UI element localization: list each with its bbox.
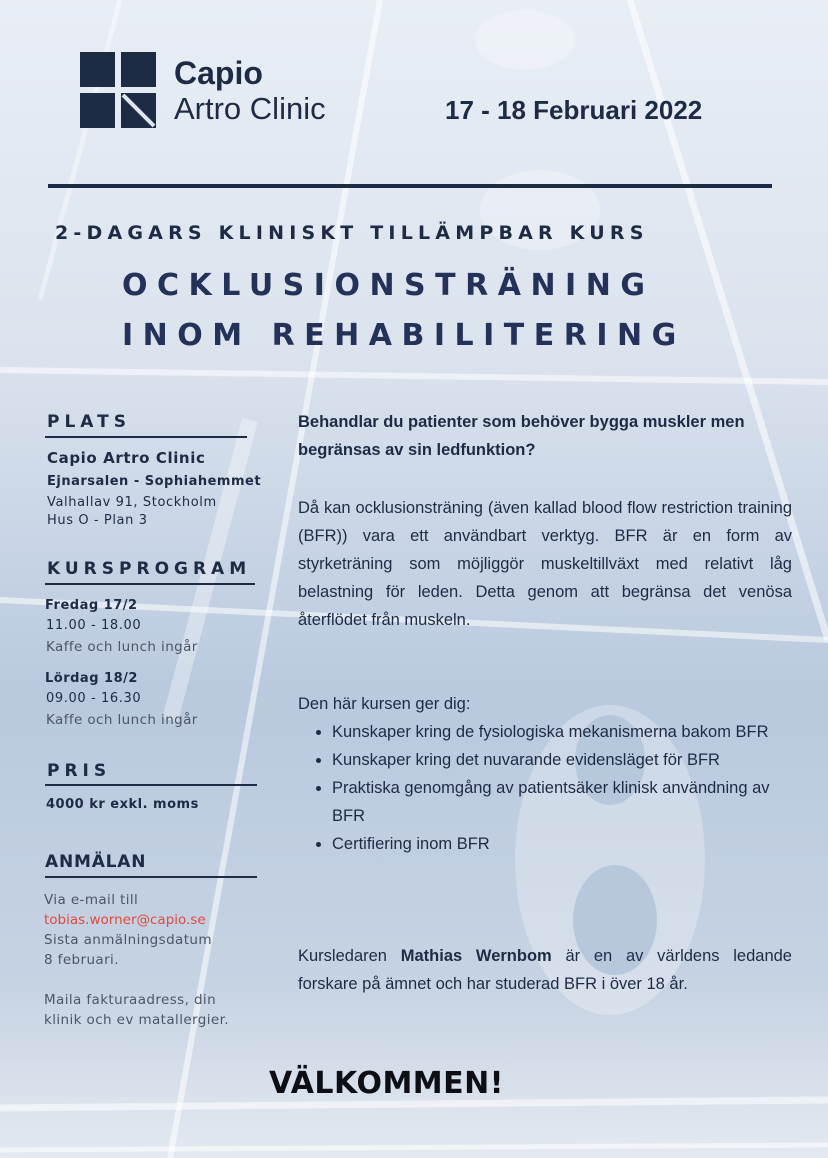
anmalan-line-2: Sista anmälningsdatum bbox=[44, 932, 212, 948]
capio-logo bbox=[80, 52, 326, 128]
leader-name: Mathias Wernbom bbox=[400, 947, 552, 965]
list-intro: Den här kursen ger dig: bbox=[298, 695, 471, 713]
pris-divider bbox=[45, 784, 257, 786]
anmalan-heading: ANMÄLAN bbox=[45, 852, 147, 872]
course-title-line-2: INOM REHABILITERING bbox=[122, 318, 686, 353]
lead-question: Behandlar du patienter som behöver bygga muskler men begränsas av sin ledfunktion? bbox=[298, 413, 745, 459]
anmalan-line-3: 8 februari. bbox=[44, 952, 119, 968]
anmalan-email-link[interactable]: tobias.worner@capio.se bbox=[44, 912, 206, 928]
header-divider bbox=[48, 184, 772, 188]
brand-name: Capio bbox=[174, 54, 263, 91]
anmalan-line-1: Via e-mail till bbox=[44, 892, 139, 908]
program-day-2: Lördag 18/2 bbox=[45, 671, 138, 686]
program-time-1: 11.00 - 18.00 bbox=[46, 618, 142, 633]
intro-paragraph: Då kan ocklusionsträning (även kallad blood flow restriction training (BFR)) vara ett användbart verktyg. BFR är en form av styrketräning som möjliggör muskeltillväxt med relativt låg belastning för leden. Detta genom att begränsa det venösa återflödet från muskeln. bbox=[298, 499, 792, 629]
plats-venue: Capio Artro Clinic bbox=[47, 449, 206, 467]
list-item: • Kunskaper kring det nuvarande evidensläget för BFR bbox=[332, 746, 802, 774]
course-date: 17 - 18 Februari 2022 bbox=[445, 95, 703, 125]
kursprogram-heading: KURSPROGRAM bbox=[47, 559, 252, 579]
list-item: • Certifiering inom BFR bbox=[332, 830, 802, 858]
program-day-1: Fredag 17/2 bbox=[45, 598, 138, 613]
anmalan-divider bbox=[45, 876, 257, 878]
leader-post: är en av världens ledande forskare på ämnet och har studerad BFR i över 18 år. bbox=[298, 947, 792, 993]
program-note-2: Kaffe och lunch ingår bbox=[46, 712, 198, 728]
list-item: • Kunskaper kring de fysiologiska mekanismerna bakom BFR bbox=[332, 718, 802, 746]
leader-pre: Kursledaren bbox=[298, 947, 387, 965]
welcome-text: VÄLKOMMEN! bbox=[269, 1066, 504, 1101]
plats-building: Hus O - Plan 3 bbox=[47, 513, 148, 528]
course-subtitle: 2-DAGARS KLINISKT TILLÄMPBAR KURS bbox=[55, 222, 649, 244]
plats-divider bbox=[45, 436, 247, 438]
anmalan-line-4: Maila fakturaadress, din bbox=[44, 992, 217, 1008]
course-leader-paragraph bbox=[298, 942, 792, 998]
program-time-2: 09.00 - 16.30 bbox=[46, 691, 142, 706]
capio-logo-mark-icon bbox=[80, 52, 156, 128]
pris-value: 4000 kr exkl. moms bbox=[46, 797, 199, 812]
plats-room: Ejnarsalen - Sophiahemmet bbox=[47, 474, 262, 489]
benefits-list bbox=[298, 718, 802, 858]
list-item: • Praktiska genomgång av patientsäker klinisk användning av BFR bbox=[332, 774, 802, 830]
course-title-line-1: OCKLUSIONSTRÄNING bbox=[122, 268, 655, 303]
anmalan-line-5: klinik och ev matallergier. bbox=[44, 1012, 229, 1028]
plats-heading: PLATS bbox=[47, 412, 131, 432]
plats-address: Valhallav 91, Stockholm bbox=[47, 495, 217, 510]
pris-heading: PRIS bbox=[47, 761, 112, 781]
kursprogram-divider bbox=[45, 583, 255, 585]
program-note-1: Kaffe och lunch ingår bbox=[46, 639, 198, 655]
brand-sub: Artro Clinic bbox=[174, 90, 326, 126]
